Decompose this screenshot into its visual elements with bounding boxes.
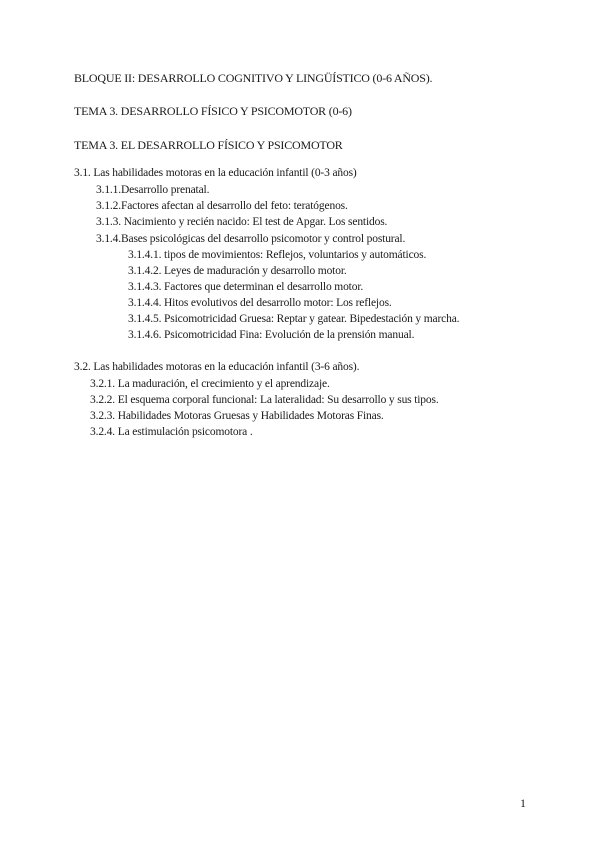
list-item: 3.2.2. El esquema corporal funcional: La lateralidad: Su desarrollo y sus tipos. (90, 394, 439, 406)
list-subitem: 3.1.4.2. Leyes de maduración y desarrollo motor. (128, 265, 347, 277)
list-subitem: 3.1.4.5. Psicomotricidad Gruesa: Reptar y gatear. Bipedestación y marcha. (128, 313, 460, 325)
list-item: 3.1.3. Nacimiento y recién nacido: El test de Apgar. Los sentidos. (96, 216, 388, 228)
block-title: BLOQUE II: DESARROLLO COGNITIVO Y LINGÜÍSTICO (0-6 AÑOS). (74, 71, 433, 85)
list-subitem: 3.1.4.1. tipos de movimientos: Reflejos, voluntarios y automáticos. (128, 249, 427, 261)
list-subitem: 3.1.4.4. Hitos evolutivos del desarrollo motor: Los reflejos. (128, 297, 392, 309)
tema-title-1: TEMA 3. DESARROLLO FÍSICO Y PSICOMOTOR (0-6) (74, 104, 352, 118)
list-subitem: 3.1.4.3. Factores que determinan el desarrollo motor. (128, 281, 364, 293)
list-subitem: 3.1.4.6. Psicomotricidad Fina: Evolución de la prensión manual. (128, 329, 415, 341)
list-item: 3.1.2.Factores afectan al desarrollo del feto: teratógenos. (96, 200, 348, 212)
list-item: 3.1.4.Bases psicológicas del desarrollo psicomotor y control postural. (96, 233, 406, 245)
page-number: 1 (520, 796, 526, 810)
list-item: 3.2.4. La estimulación psicomotora . (90, 426, 253, 438)
tema-title-2: TEMA 3. EL DESARROLLO FÍSICO Y PSICOMOTOR (74, 138, 343, 152)
section-2-title: 3.2. Las habilidades motoras en la educación infantil (3-6 años). (74, 361, 360, 373)
list-item: 3.2.3. Habilidades Motoras Gruesas y Habilidades Motoras Finas. (90, 410, 384, 422)
list-item: 3.1.1.Desarrollo prenatal. (96, 184, 210, 196)
list-item: 3.2.1. La maduración, el crecimiento y el aprendizaje. (90, 378, 330, 390)
section-1-title: 3.1. Las habilidades motoras en la educación infantil (0-3 años) (74, 167, 357, 179)
